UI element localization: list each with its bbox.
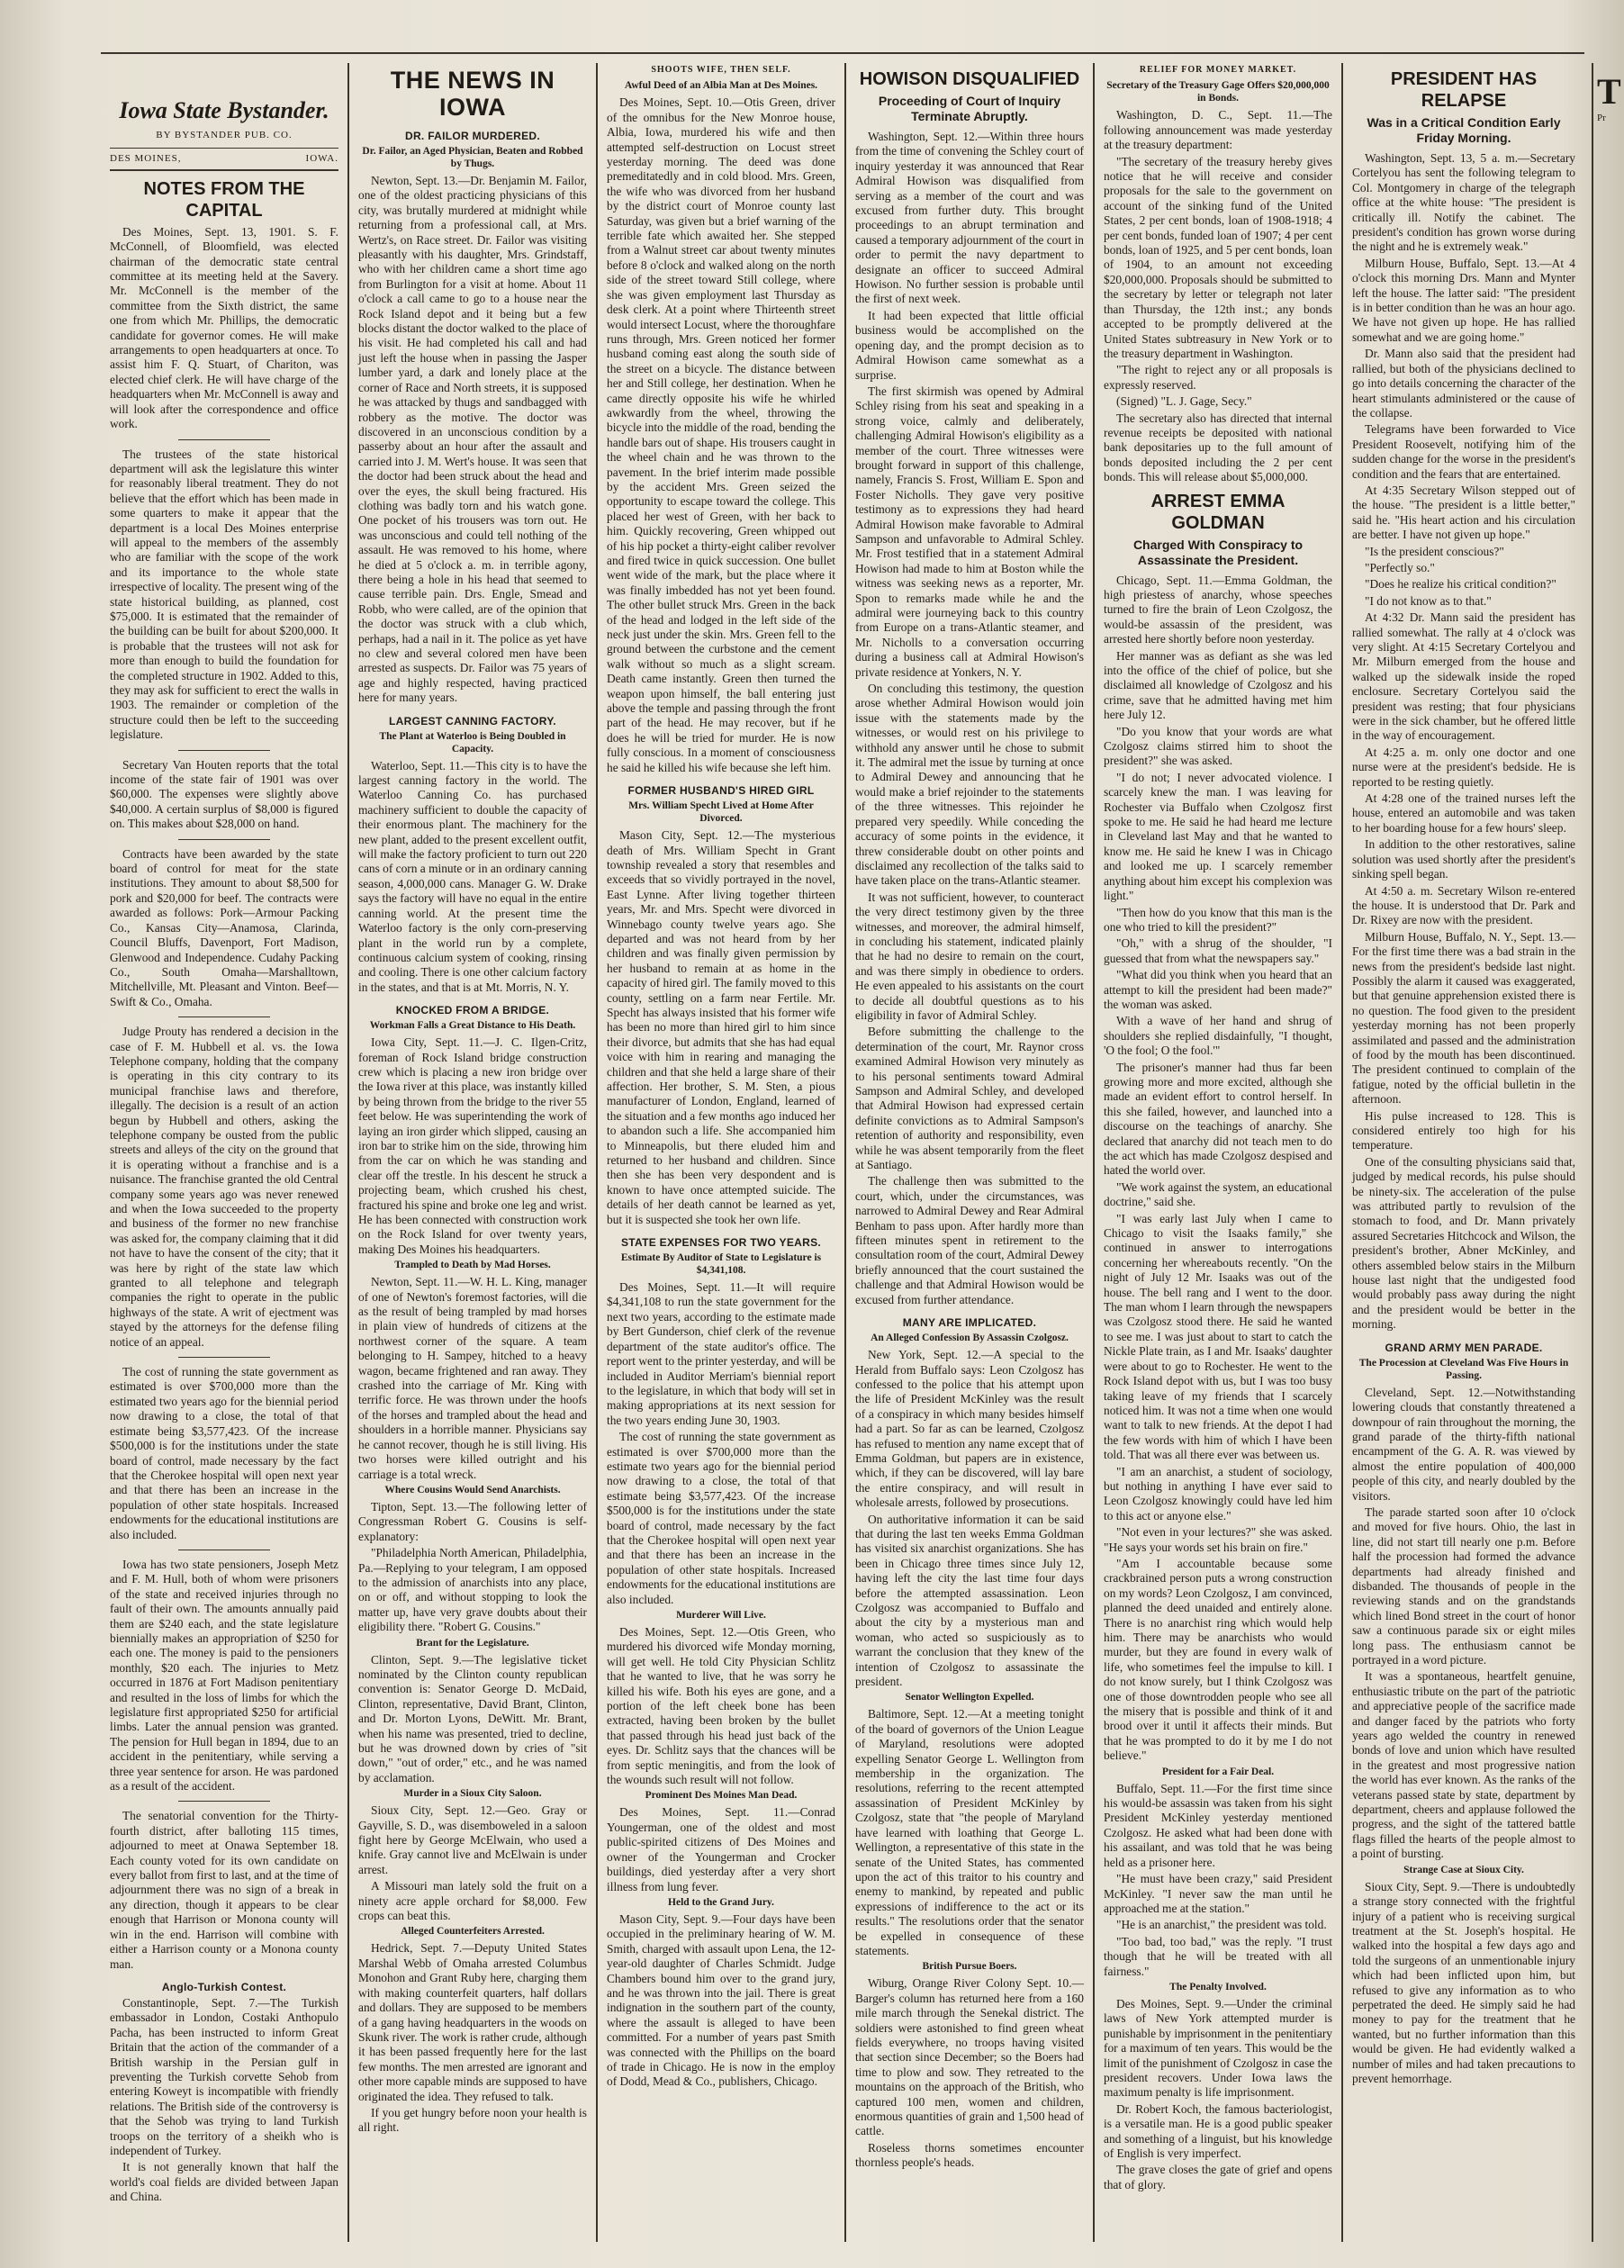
paragraph: Baltimore, Sept. 12.—At a meeting tonight of the board of governors of the Union League of Maryland, resolutions were adopted expelling Senator George L. Wellington from membership in the organization. The resolutions, referring to the recent attempted assassination of President McKinley by Czolgosz, state that "the people of Maryland have learned with loathing that George L. Wellington, a representative of this state in the senate of the United States, has commented upon the act of this traitor to his country and enemy to mankind, by repeated and public expressions of indifference to the act or its results." The resolutions order that the senator be expelled in consequence of these statements. [855,1707,1084,1957]
paragraph: At 4:50 a. m. Secretary Wilson re-entered the house. It is understood that Dr. Park and Dr. Rixey are now with the president. [1352,883,1575,927]
paragraph: Milburn House, Buffalo, Sept. 13.—At 4 o'clock this morning Drs. Mann and Mynter left the house. The latter said: "The president is in better condition than he was an hour ago. We have not given up hope. He has rallied somewhat and we are going home." [1352,256,1575,344]
paragraph: Roseless thorns sometimes encounter thornless people's heads. [855,2140,1084,2170]
adjacent-page-strip [1592,63,1624,2242]
subdeck: Estimate By Auditor of State to Legislature is $4,341,108. [620,1252,822,1277]
paragraph: The cost of running the state government as estimated is over $700,000 more than the estimated two years ago for the biennial period now drawing to a close, the total of that estimate being $3,577,423. Of the increase $500,000 is for the institutions under the state board of control, made necessary by the fact that the Cherokee hospital will open next year and that there has been an increase in the population of other state hospitals. Increased endowments for the educational institutions are also included. [110,1365,338,1541]
paragraph: At 4:28 one of the trained nurses left the house, entered an automobile and was taken to her boarding house for a few hours' sleep. [1352,791,1575,835]
paragraph: Constantinople, Sept. 7.—The Turkish embassador in London, Costaki Anthopulo Pacha, has been instructed to inform Great Britain that the action of the commander of a British warship in the Persian gulf in preventing the Turkish corvette Sehob from entering Koweyt is incompatible with friendly relations. The British side of the controversy is that the Sehob was trying to land Turkish troops on the territory of a sheikh who is independent of Turkey. [110,1995,338,2157]
paragraph: "Too bad, too bad," was the reply. "I trust though that he will be treated with all fairness." [1104,1934,1332,1978]
strip-letter: T [1597,71,1621,112]
paragraph: Dr. Robert Koch, the famous bacteriologist, is a versatile man. He is a good public speaker and something of a linguist, but his knowledge of English is very imperfect. [1104,2101,1332,2160]
paragraph: New York, Sept. 12.—A special to the Herald from Buffalo says: Leon Czolgosz has confessed to the police that his attempt upon the life of President McKinley was the result of a conspiracy in which many besides himself had a part. So far as can be learned, Czolgosz has refused to mention any name except that of Emma Goldman, but papers are in existence, which, if they can be discovered, will lay bare the entire conspiracy, and will result in wholesale arrests, followed by prosecutions. [855,1348,1084,1510]
paragraph: "He must have been crazy," said President McKinley. "I never saw the man until he approached me at the station." [1104,1872,1332,1915]
subdeck: Secretary of the Treasury Gage Offers $20,000,000 in Bonds. [1106,80,1330,104]
subdeck: The Plant at Waterloo is Being Doubled in Capacity. [379,730,566,754]
headline-president-relapse: PRESIDENT HAS RELAPSE [1390,69,1538,111]
subdeck: Workman Falls a Great Distance to His Death. [369,1020,576,1032]
paragraph: "He is an anarchist," the president was told. [1116,1918,1327,1932]
subhead: LARGEST CANNING FACTORY. [389,714,556,727]
paragraph: "Not even in your lectures?" she was asked. "He says your words set his brain on fire." [1104,1525,1332,1554]
paragraph: Contracts have been awarded by the state board of control for meat for the state institutions. They amount to about $8,500 for pork and $20,000 for beef. The contracts were awarded as follows: Pork—Armour Packing Co., Kansas City—Anamosa, Clarinda, Council Bluffs, Davenport, Fort Madison, Glenwood and Independence. Cudahy Packing Co., South Omaha—Marshalltown, Mitchellville, Mt. Pleasant and Vinton. Beef—Swift & Co., Omaha. [110,846,338,1008]
paragraph: Cleveland, Sept. 12.—Notwithstanding lowering clouds that constantly threatened a downpour of rain throughout the morning, the grand parade of the thirty-fifth national encampment of the G. A. R. was viewed by almost the entire population of 400,000 people of this city, and nearly doubled by the visitors. [1352,1385,1575,1503]
column-5 [1095,63,1343,2242]
subhead: GRAND ARMY MEN PARADE. [1385,1341,1543,1354]
column-1 [101,63,349,2242]
top-rule [101,52,1584,54]
paragraph: Buffalo, Sept. 11.—For the first time since his would-be assassin was taken from his sight President McKinley yesterday mentioned Czolgosz. He asked what had been done with his assailant, and was told that he was being held as a prisoner here. [1104,1781,1332,1869]
paragraph: Newton, Sept. 13.—Dr. Benjamin M. Failor, one of the oldest practicing physicians of this city, was brutally murdered at midnight while returning from a professional call, at Mrs. Wertz's, on Race street. Dr. Failor was visiting pleasantly with his daughter, Mrs. Grindstaff, who with her children came a short time ago from Burlington for a visit at home. About 11 o'clock a call came to go to a house near the Rock Island depot and it being but a few blocks distant the doctor walked to the place of his visit. He had completed his call and had just left the house when in passing the Jasper lumber yard, a dark and lonely place at the corner of Race and North streets, it is supposed he was attacked by thugs and sandbagged with robbery as the motive. The doctor was discovered in an unconscious condition by a passerby about an hour after the assault and carried into J. M. Wert's house. It was seen that the doctor had been struck about the head and over the eyes, the skull being fractured. His clothing was badly torn and his watch gone. One pocket of his trousers was torn out. He was unconscious and could tell nothing of the assault. He was removed to his home, where he died at 5 o'clock a. m. in terrible agony, there being a hole in his head that seemed to cause terrible pain. Drs. Engle, Smead and Robb, who were called, are of the opinion that the doctor was struck with a club which, perhaps, had a nail in it. The police as yet have no clew and several colored men have been arrested as suspects. Dr. Failor was 75 years of age and highly respected, having practiced here for many years. [358,174,587,705]
paragraph: Des Moines, Sept. 9.—Under the criminal laws of New York attempted murder is punishable by imprisonment in the penitentiary for a maximum of ten years. This would be the limit of the punishment of Czolgosz in case the president recovers. Under Iowa laws the maximum penalty is life imprisonment. [1104,1996,1332,2100]
subdeck: Mrs. William Specht Lived at Home After Divorced. [628,800,814,825]
paragraph: Secretary Van Houten reports that the total income of the state fair of 1901 was over $60,000. The expenses were slightly above $40,000. A certain surplus of $8,000 is figured on. This makes about $28,000 on hand. [110,757,338,831]
paragraph: "What did you think when you heard that an attempt to kill the president had been made?" the woman was asked. [1104,968,1332,1011]
subdeck: Brant for the Legislature. [416,1637,529,1649]
paragraph: The cost of running the state government as estimated is over $700,000 more than the estimate two years ago for the biennial period now drawing to a close, the total of that estimate being $3,577,423. Of the increase $500,000 is for the institutions under the state board of control, made necessary by the fact that the Cherokee hospital will open next year and that there has been an increase in the population of other state hospitals. Increased endowments for the educational institutions are also included. [607,1430,835,1606]
paragraph: Washington, Sept. 13, 5 a. m.—Secretary Cortelyou has sent the following telegram to Col. Montgomery in charge of the telegraph office at the white house: "The president is critically ill. Notify the cabinet. The president's condition has grown worse during the night and he is extremely weak." [1352,151,1575,254]
paragraph: Chicago, Sept. 11.—Emma Goldman, the high priestess of anarchy, whose speeches turned to fire the brain of Leon Czolgosz, the would-be assassin of the president, was arrested here shortly before noon yesterday. [1104,573,1332,646]
paragraph: The prisoner's manner had thus far been growing more and more excited, although she made an evident effort to control herself. In this she failed, however, and launched into a discourse on the teachings of anarchy. She declared that anarchy did not teach men to do the act which has made Czolgosz despised and hated the world over. [1104,1060,1332,1178]
paragraph: "The right to reject any or all proposals is expressly reserved. [1104,363,1332,392]
paragraph: The first skirmish was opened by Admiral Schley rising from his seat and speaking in a strong voice, calmly and deliberately, challenging Admiral Howison's eligibility as a member of the court. Three witnesses were brought forward in support of this challenge, namely, Francis S. Frost, William E. Spon and Foster Nicholls. They gave very positive testimony as to expressions they had heard Admiral Howison make favorable to Admiral Sampson and unfavorable to Admiral Schley. Mr. Frost testified that in a statement Admiral Howison had made to him at Boston while the witness was seeking news as a reporter, Mr. Spon to remarks made while he and the admiral were journeying back to this country from Europe on a trans-Atlantic steamer, and Mr. Nicholls to a conversation occurring during a business call at Admiral Howison's private residence at Yonkers, N. Y. [855,384,1084,679]
paragraph: Waterloo, Sept. 11.—This city is to have the largest canning factory in the world. The Waterloo Canning Co. has purchased machinery sufficient to double the capacity of their enormous plant. The machinery for the new plant, added to the present excellent outfit, will make the factory proficient to turn out 220 cans of corn a minute or in an ordinary canning season, 4,000,000 cans. Manager G. W. Drake says the factory will have no equal in the entire canning world. At the present time the Waterloo factory is the only corn-preserving plant in the world run by a complete, continuous calcium system of cooking, rinsing and cooling. There is one other calcium factory in the states, and that is at Mt. Morris, N. Y. [358,758,587,994]
subhead: DR. FAILOR MURDERED. [405,130,540,142]
subhead: FORMER HUSBAND'S HIRED GIRL [627,784,815,798]
paragraph: At 4:35 Secretary Wilson stepped out of the house. "The president is a little better," said he. "His heart action and his circulation are better. I have not given up hope." [1352,483,1575,542]
deck: Was in a Critical Condition Early Friday Morning. [1367,115,1561,145]
masthead-state: IOWA. [305,153,338,165]
masthead-publisher: BY BYSTANDER PUB. CO. [156,130,293,140]
paragraph: The challenge then was submitted to the court, which, under the circumstances, was narrowed to Admiral Dewey and Rear Admiral Benham to pass upon. After hardly more than fifteen minutes spent in retirement to the consultation room of the court, Admiral Dewey briefly announced that the court sustained the challenge and that Admiral Howison would be excused from further attendance. [855,1174,1084,1306]
paragraph: A Missouri man lately sold the fruit on a ninety acre apple orchard for $8,000. Few crops can beat this. [358,1879,587,1923]
paragraph: Des Moines, Sept. 13, 1901. S. F. McConnell, of Bloomfield, was elected chairman of the democratic state central committee at its meeting held at the Savery. Mr. McConnell is the member of the committee from the Sixth district, the same one from which Mr. Phillips, the democratic candidate for governor comes. He will make arrangements to open headquarters at once. To assist him F. Q. Stuart, of Chariton, was elected chief clerk. He will have charge of the headquarters when Mr. McConnell is away and will look after the correspondence and office work. [110,224,338,431]
paragraph: The senatorial convention for the Thirty-fourth district, after balloting 115 times, adjourned to meet at Onawa September 18. Each county voted for its own candidate on every ballot from first to last, and at the time of adjournment there was no sign of a break in any direction, though it appears to be clear enough that Harrison or Monona county will win in the end. Harrison will combine with either a Harrison county or a Monona county man. [110,1809,338,1971]
subdeck: The Procession at Cleveland Was Five Hours in Passing. [1358,1357,1569,1381]
paragraph: Sioux City, Sept. 12.—Geo. Gray or Gayville, S. D., was disemboweled in a saloon fight here by George McElwain, who used a knife. Gray cannot live and McElwain is under arrest. [358,1803,587,1876]
paragraph: "Does he realize his critical condition?" [1365,577,1556,592]
paragraph: It was a spontaneous, heartfelt genuine, enthusiastic tribute on the part of the patriotic and appreciative people of the sacrifice made and danger faced by the patriots who forty years ago welded the country in renewed bonds of love and union which have resulted in the greatest and most progressive nation the world has ever known. As the ranks of the veterans passed state by state, department by department, cheers and applause followed the progress, and the sight of the tattered battle flags filled the hearts of the people almost to a point of bursting. [1352,1669,1575,1861]
subdeck: Prominent Des Moines Man Dead. [645,1790,798,1802]
subdeck: Strange Case at Sioux City. [1403,1864,1524,1875]
column-2 [349,63,598,2242]
column-3 [598,63,846,2242]
paragraph: "Oh," with a shrug of the shoulder, "I guessed that from what the newspapers say." [1104,936,1332,965]
headline-arrest-goldman: ARREST EMMA GOLDMAN [1150,491,1286,533]
paragraph: If you get hungry before noon your health is all right. [358,2105,587,2135]
paragraph: At 4:25 a. m. only one doctor and one nurse were at the president's bedside. He is reported to be resting quietly. [1352,745,1575,789]
subhead: KNOCKED FROM A BRIDGE. [395,1004,550,1017]
paragraph: The secretary also has directed that internal revenue receipts be deposited with national bank depositaries up to the full amount of bonds deposited including the 2 per cent bonds. This will release about $5,000,000. [1104,411,1332,484]
paragraph: The parade started soon after 10 o'clock and moved for five hours. Ohio, the last in line, did not start till nearly one p.m. Before half the procession had formed the advance departments had already finished and disbanded. The thousands of people in the reviewing stands and on the grandstands which lined Bond street in the court of honor saw a continuous parade six or eight miles long pass. The enthusiasm cannot be portrayed in a word picture. [1352,1504,1575,1667]
paragraph: "Am I accountable because some crackbrained person puts a wrong construction on my words? Leon Czolgosz, I am convinced, planned the deed unaided and entirely alone. There is no anarchist ring which would help him. There may be anarchists who would murder, but they are found in every walk of life, who sometimes feel the impulse to kill. I do not know surely, but I think Czolgosz was one of those downtrodden people who see all the misery that is possible and think of it and brood over it until it affects their minds. But that he was prompted to do it by me I do not believe." [1104,1556,1332,1763]
subdeck: President for a Fair Deal. [1161,1766,1275,1777]
paragraph: Wiburg, Orange River Colony Sept. 10.—Barger's column has returned here from a 160 mile march through the Senekal district. The soldiers were astonished to find green wheat fields everywhere, no troops having visited that section since December; so the Boers had time to plow and sow. They retreated to the mountains on the approach of the British, who captured 100 men, women and children, enormous quantities of grain and 1,500 head of cattle. [855,1976,1084,2138]
paragraph: It had been expected that little official business would be accomplished on the opening day, and the prompt decision as to Admiral Howison came somewhat as a surprise. [855,308,1084,382]
subdeck: The Penalty Involved. [1169,1981,1267,1992]
paragraph: "I do not; I never advocated violence. I scarcely knew the man. I was leaving for Rochester via Buffalo when Czolgosz first spoke to me. He said he had heard me lecture in Cleveland last May and that he wanted to know me. He said he knew I was in Chicago and looked me up. I scarcely remember anything about him except his complexion was light." [1104,770,1332,903]
subdeck: Trampled to Death by Mad Horses. [394,1260,551,1271]
headline-notes-capital: NOTES FROM THE CAPITAL [143,178,305,221]
paragraph: Mason City, Sept. 12.—The mysterious death of Mrs. William Specht in Grant township revealed a story that resembles and exceeds that so vividly portrayed in the novel, East Lynne. After living together thirteen years, Mr. and Mrs. Specht were divorced in Winnebago county twelve years ago. She departed and was not heard from by her children and was finally given permission by her husband to remain at as home in the capacity of hired girl. The family moved to this county, settling on a farm near Fertile. Mr. Specht has always insisted that his former wife has been no more than hired girl to him since their divorce, but admits that she has had equal voice with him in rearing and managing the children and that she held a large share of their affection. Her brother, S. M. Sten, a pious manufacturer of London, England, learned of the situation and a few months ago induced her to abandon such a life. She accompanied him to Minneapolis, but there eluded him and returned to her husband and children. Since then she has been very despondent and is known to have once attempted suicide. The details of her death cannot be learned as yet, but it is suspected she took her own life. [607,828,835,1226]
paragraph: Washington, D. C., Sept. 11.—The following announcement was made yesterday at the treasury department: [1104,108,1332,152]
headline-howison: HOWISON DISQUALIFIED [859,69,1080,89]
divider [178,750,270,751]
subdeck: Alleged Counterfeiters Arrested. [401,1926,545,1938]
paragraph: Hedrick, Sept. 7.—Deputy United States Marshal Webb of Omaha arrested Columbus Monohon and Grant Ruby here, charging them with making counterfeit quarters, half dollars and dollars. They are supposed to be members of a gang having headquarters in the woods on Skunk river. The work is rather crude, although it has been passed frequently here for the last few months. The men arrested are ignorant and other more capable minds are supposed to have originated the idea. They refused to talk. [358,1941,587,2103]
divider [178,439,270,440]
column-grid [101,63,1584,2242]
subdeck: An Alleged Confession By Assassin Czolgosz. [871,1333,1069,1344]
paragraph: With a wave of her hand and shrug of shoulders she replied disdainfully, "I thought, 'O the fool; O the fool.'" [1104,1014,1332,1058]
paragraph: At 4:32 Dr. Mann said the president has rallied somewhat. The rally at 4 o'clock was very slight. At 4:15 Secretary Cortelyou and Mr. Milburn emerged from the house and walked up the sidewalk inside the roped enclosure. Secretary Cortelyou said the president was resting; that four physicians were in the sick chamber, but he offered little in the way of encouragement. [1352,610,1575,743]
paragraph: "We work against the system, an educational doctrine," said she. [1104,1179,1332,1209]
paragraph: "Perfectly so." [1365,560,1435,574]
paragraph: One of the consulting physicians said that, judged by medical records, his pulse should be ninety-six. The acceleration of the pulse was attributed partly to revulsion of the stomach to food, and Dr. Mann privately assured Secretaries Hitchcock and Wilson, the president's brother, Abner McKinley, and others assembled below stairs in the Milburn house last night that the undigested food would probably pass away during the night and the president would be better in the morning. [1352,1154,1575,1332]
paragraph: It is not generally known that half the world's coal fields are divided between Japan and China. [110,2160,338,2204]
strip-text: Pr [1597,113,1606,123]
subhead: MANY ARE IMPLICATED. [902,1316,1037,1330]
paragraph: Clinton, Sept. 9.—The legislative ticket nominated by the Clinton county republican convention is: Senator George D. McDaid, Clinton, representative, David Brant, Clinton, and Dr. Morton Lyons, DeWitt. Mr. Brant, when his name was presented, tried to decline, but he was drowned down by cries of "sit down," "out of order," etc., and he was named by acclamation. [358,1652,587,1785]
paragraph: It was not sufficient, however, to counteract the very direct testimony given by the three witnesses, and moreover, the admiral himself, in concluding his statement, indicated plainly that he had no desire to remain on the court, and was there simply in obedience to orders. He even appealed to his assistants on the court to decide all doubtful questions as to his eligibility in favor of Admiral Schley. [855,890,1084,1022]
paragraph: His pulse increased to 128. This is considered entirely too high for his temperature. [1352,1108,1575,1152]
paragraph: Judge Prouty has rendered a decision in the case of F. M. Hubbell et al. vs. the Iowa Telephone company, holding that the company is operating in this city contrary to its municipal franchise laws and therefore, illegally. The decision is a result of an action begun by Hubbell and others, asking the telephone company be ousted from the public streets and alleys of the city on the ground that it is operating without a franchise and is a nuisance. The franchise granted the old Central company some years ago was never renewed and when the Iowa succeeded to the property and business of the former no new franchise was asked for, the company claiming that it did not have to have the consent of the city; that it was here by right of the state law which granted to all telephone and telegraph companies the right to operate in the public highways of the state. A writ of ejectment was stayed by the attorneys for the defense filing notice of an appeal. [110,1025,338,1349]
paragraph: Des Moines, Sept. 11.—It will require $4,341,108 to run the state government for the next two years, according to the estimate made by Bert Gunderson, chief clerk of the revenue department of the state auditor's office. The report went to the printer yesterday, and will be included in Auditor Merriam's biennial report to the legislature, in which that body will set in making appropriations at its next session for the two years ending June 30, 1903. [607,1280,835,1427]
deck: Proceeding of Court of Inquiry Terminate Abruptly. [878,94,1061,123]
column-6 [1343,63,1584,2242]
paragraph: Des Moines, Sept. 10.—Otis Green, driver of the omnibus for the New Monroe house, Albia, Iowa, murdered his wife and then attempted self-destruction on Locust street yesterday morning. The deed was done premeditatedly and in cold blood. Mrs. Green, the wife who was divorced from her husband by the district court of Monroe county last Saturday, was given but a brief warning of the terrible fate which awaited her. She stepped from a Walnut street car about twenty minutes before 8 o'clock and walked along on the north side of the street toward Still college, where she was given employment last Thursday as desk clerk. At a point where Thirteenth street would intersect Locust, where the thoroughfare runs through, Mrs. Green noticed her former husband coming east along the south side of the street on a bicycle. The distance between her and Still college, her destination. When he came directly opposite his wife he whirled awkwardly from the wheel, throwing the bicycle into the middle of the road, bending the handle bars out of shape. His trousers caught in the wheel chain and he was thrown to the pavement. In the brief interim made possible by the accident Mrs. Green seized the opportunity to escape toward the college. This placed her west of Green, with her back to him. Quickly recovering, Green whipped out of his hip pocket a thirty-eight caliber revolver and fired twice in quick succession. One bullet went wide of the mark, but the place where it was finally imbedded has not yet been found. The other bullet struck Mrs. Green in the back of the head and lodged in the left side of the neck just under the skin. Mrs. Green fell to the ground between the curbstone and the cement walk without so much as a slight scream. Death came instantly. Green then turned the weapon upon himself, the ball entering just above the temple and passing through the front part of the head. He may recover, but if he does he will be tried for murder. He is now fully conscious. In a moment of consciousness he said he killed his wife because she left him. [607,95,835,774]
paragraph: "The secretary of the treasury hereby gives notice that he will receive and consider proposals for the sale to the government on account of the sinking fund of the United States, 2 per cent bonds, loan of 1908-1918; 4 per cent bonds, funded loan of 1907; 4 per cent bonds, loan of 1925, and 5 per cent bonds, loan of 1904, to an amount not exceeding $20,000,000. Proposals should be submitted to the secretary by letter or telegraph not later than Thursday, the 12th inst.; any bonds accepted to be promptly delivered at the United States subtreasury in New York or to the treasury department in Washington. [1104,154,1332,360]
subdeck: Murder in a Sioux City Saloon. [403,1788,542,1800]
subdeck: Dr. Failor, an Aged Physician, Beaten and Robbed by Thugs. [362,146,583,169]
deck: Charged With Conspiracy to Assassinate the President. [1132,537,1304,567]
paragraph: Iowa has two state pensioners, Joseph Metz and F. M. Hull, both of whom were prisoners of the state and received injuries through no fault of their own. The amounts annually paid them are $240 each, and the state legislature biennially makes an appropriation of $250 for each one. The money is paid to the pensioners monthly, $20 each. The injuries to Metz occurred in 1876 at Fort Madison penitentiary and resulted in the loss of limbs for which the legislature first appropriated $250 for artificial limbs. Later the annual pension was granted. The pension for Hull began in 1894, due to an accident in the penitentiary, while serving a three year sentence for arson. He was pardoned as a result of the accident. [110,1557,338,1794]
paragraph: "I am an anarchist, a student of sociology, but nothing in anything I have ever said to Leon Czolgosz knowingly could have led him to this act or anyone else." [1104,1464,1332,1523]
subhead: STATE EXPENSES FOR TWO YEARS. [620,1236,822,1250]
paragraph: Her manner was as defiant as she was led into the office of the chief of police, but she disclaimed all knowledge of Czolgosz and his crime, save that he admitted having met him here July 12. [1104,648,1332,722]
kicker: RELIEF FOR MONEY MARKET. [1139,65,1297,75]
divider [178,839,270,840]
paragraph: Dr. Mann also said that the president had rallied, but both of the physicians declined to go into details concerning the character of the heart stimulants administered or the cause of the collapse. [1352,347,1575,420]
subdeck: Held to the Grand Jury. [668,1896,774,1908]
masthead-dateline [110,148,338,170]
subdeck: Murderer Will Live. [676,1610,766,1621]
paragraph: (Signed) "L. J. Gage, Secy." [1116,394,1252,409]
divider [178,1357,270,1358]
subdeck: Senator Wellington Expelled. [905,1692,1034,1703]
paragraph: On authoritative information it can be said that during the last ten weeks Emma Goldman has visited six anarchist organizations. She has been in Chicago three times since July 12, having left the city the last time four days before the attempted assassination. Leon Czolgosz was accompanied to Buffalo and about the city by a mysterious man and woman, who acted so suspiciously as to warrant the conclusion that they knew of the intention of Czolgosz to assassinate the president. [855,1512,1084,1689]
paragraph: In addition to the other restoratives, saline solution was used shortly after the president's sinking spell began. [1352,837,1575,881]
paragraph: The grave closes the gate of grief and opens that of glory. [1104,2163,1332,2191]
subhead: Anglo-Turkish Contest. [161,1980,287,1993]
paragraph: "I was early last July when I came to Chicago to visit the Isaaks family," she continued in answer to interrogations concerning her whereabouts recently. "On the night of July 12 Mr. Isaaks was out of the house. The bell rang and I went to the door. The man whom I learn through the newspapers was Czolgosz stood there. He said he wanted to see me. I was just about to start to catch the Nickle Plate train, as I and Mr. Isaaks' daughter were about to go to Rochester. He went to the Rock Island depot with us, but I was too busy taking leave of my friends that I scarcely noticed him. It was not a time when one would want to talk to new friends. At the depot I had the few words with him of which I have been told. That was all there ever was between us. [1104,1211,1332,1462]
masthead-title: Iowa State Bystander. [119,97,329,123]
paragraph: Des Moines, Sept. 12.—Otis Green, who murdered his divorced wife Monday morning, will get well. He told City Physician Schlitz that he wanted to live, that he was sorry he killed his wife. Both his eyes are gone, and a portion of the left cheek bone has been extracted, having been broken by the bullet that passed through his head just back of the eyes. Dr. Schlitz says that the chances will be from septic meningitis, and from the look of the wounds such result will not follow. [607,1625,835,1787]
paragraph: On concluding this testimony, the question arose whether Admiral Howison would join issue with the statements made by the witnesses, or would rest on his privilege to withhold any answer until he chose to submit it. The admiral met the issue by turning at once to Admiral Dewey and announcing that he would make a brief rejoinder to the statements of the three witnesses. This rejoinder he prepared very speedily. While conceding the accuracy of some points in the evidence, it threw considerable doubt on other points and disclaimed any recollection of the talks said to have taken place on the trans-Atlantic steamer. [855,682,1084,888]
paragraph: Iowa City, Sept. 11.—J. C. Ilgen-Critz, foreman of Rock Island bridge construction crew which is placing a new iron bridge over the Iowa river at this place, was instantly killed by being thrown from the bridge to the river 55 feet below. He was superintending the work of laying an iron girder which slipped, causing an iron bar to strike him on the side, throwing him from the car on which he was standing and clear off the trestle. In his descent he struck a projecting beam, which crushed his chest, fractured his spine and broke one leg and wrist. He has been connected with construction work on the Rock Island for over twenty years, making Des Moines his headquarters. [358,1035,587,1256]
paragraph: Newton, Sept. 11.—W. H. L. King, manager of one of Newton's foremost factories, will die as the result of being trampled by mad horses in plain view of hundreds of citizens at the northwest corner of the square. A team belonging to H. Sampey, hitched to a heavy wagon, became frightened and ran away. They crashed into the carriage of Mr. King with terrific force. He was thrown under the hoofs of the horses and trampled about the head and shoulders in a horrible manner. Physicians say he cannot recover, though he is still living. His two horses were killed outright and his carriage is a total wreck. [358,1275,587,1481]
paragraph: Milburn House, Buffalo, N. Y., Sept. 13.—For the first time there was a bad strain in the news from the president's bedside last night. Possibly the alarm it caused was exaggerated, but that genuine apprehension existed there is no question. The food given to the president yesterday morning has not been properly assimilated and passed and the administration of food by the mouth has been discontinued. The president continued to complain of the fatigue, noted by the official bulletin in the afternoon. [1352,929,1575,1107]
headline-news-in-iowa: THE NEWS IN IOWA [390,67,555,121]
paragraph: Telegrams have been forwarded to Vice President Roosevelt, notifying him of the sudden change for the worse in the president's condition and the fears that are entertained. [1352,422,1575,481]
kicker: SHOOTS WIFE, THEN SELF. [651,65,791,75]
paragraph: "I do not know as to that." [1365,593,1492,608]
column-4 [846,63,1095,2242]
subdeck: Where Cousins Would Send Anarchists. [384,1484,561,1495]
divider [178,1801,270,1802]
paragraph: "Do you know that your words are what Czolgosz claims stirred him to shoot the president?" she was asked. [1104,724,1332,768]
paragraph: "Is the president conscious?" [1365,544,1504,558]
subdeck: British Pursue Boers. [922,1961,1017,1973]
subdeck: Awful Deed of an Albia Man at Des Moines. [624,80,818,92]
paragraph: Mason City, Sept. 9.—Four days have been occupied in the preliminary hearing of W. M. Smith, charged with assault upon Lena, the 12-year-old daughter of Charles Schmidt. Judge Chambers bound him over to the grand jury, and he was thrown into the jail. There is great indignation in the southern part of the county, where the assault is alleged to have been committed. For a number of years past Smith was connected with the Phillips on the board of trade in Chicago. He is now in the employ of Dodd, Mead & Co., publishers, Chicago. [607,1911,835,2089]
paragraph: Washington, Sept. 12.—Within three hours from the time of convening the Schley court of inquiry yesterday it was announced that Rear Admiral Howison was disqualified from serving as a member of the court and was excused from further duty. This brought proceedings to an abrupt termination and caused a temporary adjournment of the court in order to permit the navy department to designate an officer to succeed Admiral Howison. No further session is probable until the first of next week. [855,130,1084,306]
paragraph: Tipton, Sept. 13.—The following letter of Congressman Robert G. Cousins is self-explanatory: [358,1499,587,1543]
masthead-city: DES MOINES, [110,153,182,165]
paragraph: Sioux City, Sept. 9.—There is undoubtedly a strange story connected with the frightful injury of a patient who is receiving surgical treatment at the St. Joseph's hospital. He walked into the hospital a few days ago and told the surgeons of an unmentionable injury which had been inflicted upon him, but refused to give any information as to who perpetrated the deed. He simply said he had money to pay for the treatment that he wanted, but no further information than this would be given. He had evidently walked a number of miles and had taken precautions to prevent hemorrhage. [1352,1879,1575,2085]
article-body [110,225,338,2205]
paragraph: "Then how do you know that this man is the one who tried to kill the president?" [1104,905,1332,934]
paragraph: The trustees of the state historical department will ask the legislature this winter for reasonably liberal treatment. They do not believe that the effort which has been made in some quarters to make it appear that the department is a local Des Moines enterprise will appeal to the members of the assembly who are familiar with the scope of the work and its importance to the whole state irrespective of locality. The present wing of the state historical building, as planned, cost $75,000. It is estimated that the remainder of the building can be built for about $200,000. It is probable that the trustees will not ask for more than enough to build the foundation for the completed structure in 1902. Added to this, they may ask for sufficient to erect the walls in 1903. The remainder or completion of the structure could then be left to the succeeding legislature. [110,447,338,742]
paragraph: "Philadelphia North American, Philadelphia, Pa.—Replying to your telegram, I am opposed to the admission of anarchists into any place, on or off, and without stopping to look the matter up, have very grave doubts about their eligibility there. "Robert G. Cousins." [358,1546,587,1634]
paragraph: Des Moines, Sept. 11.—Conrad Youngerman, one of the oldest and most public-spirited citizens of Des Moines and owner of the Youngerman and Crocker buildings, died yesterday after a very short illness from lung fever. [607,1805,835,1893]
paragraph: Before submitting the challenge to the determination of the court, Mr. Raynor cross examined Admiral Howison very minutely as to his personal sentiments toward Admiral Sampson and Admiral Schley, and developed that Admiral Howison had expressed certain definite convictions as to Admiral Sampson's retention of authority and responsibility, even while he was absent temporarily from the fleet at Santiago. [855,1025,1084,1172]
